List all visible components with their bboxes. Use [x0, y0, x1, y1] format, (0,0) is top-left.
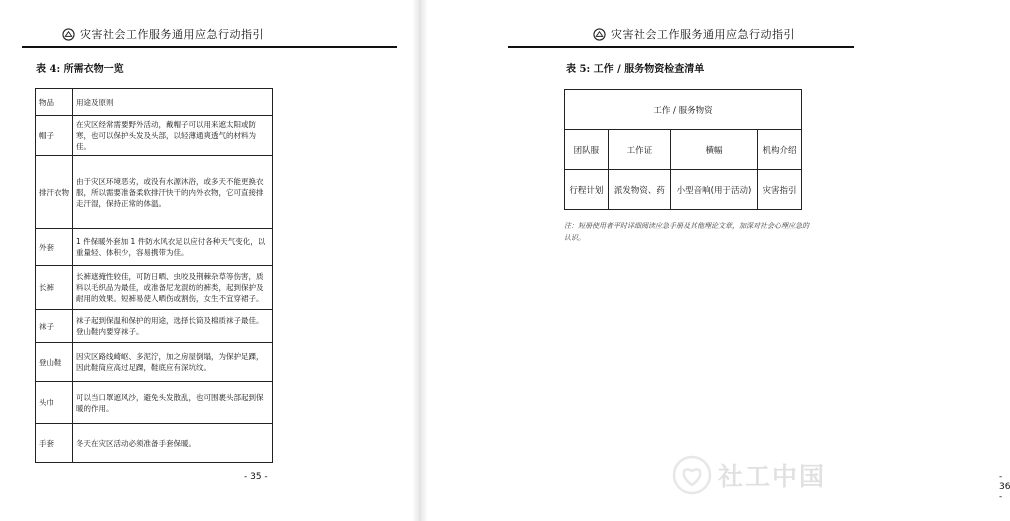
right-page: [428, 0, 1010, 521]
table-row: [565, 130, 802, 170]
clothing-table: [35, 88, 273, 463]
table-row: [36, 343, 273, 382]
item-cell: 登山鞋: [36, 343, 73, 382]
table-row: [36, 229, 273, 266]
emblem-icon: [593, 28, 606, 41]
book-gutter: [412, 0, 428, 521]
table-cell: 小型音响(用于活动): [670, 170, 757, 210]
item-cell: 帽子: [36, 116, 73, 156]
item-cell: 长裤: [36, 266, 73, 310]
description-cell: 可以当口罩遮风沙，避免头发散乱，也可围裹头部起到保暖的作用。: [73, 382, 273, 424]
description-cell: 在灾区经常需要野外活动，戴帽子可以用来遮太阳或防寒，也可以保护头发及头部，以轻薄通爽透气的材料为佳。: [73, 116, 273, 156]
table-row: [36, 424, 273, 463]
item-cell: 袜子: [36, 310, 73, 343]
header-cell: 用途及原则: [73, 89, 273, 116]
watermark: [672, 455, 826, 495]
header-title: 灾害社会工作服务通用应急行动指引: [80, 28, 264, 41]
table-row: [565, 170, 802, 210]
description-cell: 长裤遮掩性较佳，可防日晒、虫咬及荆棘杂草等伤害，质料以毛织品为最佳，或准备尼龙混纺的裤类，起到保护及耐用的效果。短裤易使人晒伤或割伤，女生不宜穿裙子。: [73, 266, 273, 310]
table-row: [36, 266, 273, 310]
table-cell: 行程计划: [565, 170, 609, 210]
table-title-cell: 工作 / 服务物资: [565, 90, 802, 130]
header-rule: [508, 46, 854, 48]
description-cell: 冬天在灾区活动必须准备手套保暖。: [73, 424, 273, 463]
table-row: [36, 156, 273, 229]
item-cell: 排汗衣物: [36, 156, 73, 229]
table-row: [36, 116, 273, 156]
description-cell: 袜子起到保温和保护的用途，选择长筒及棉质袜子最佳。登山鞋内要穿袜子。: [73, 310, 273, 343]
table-caption: 表 5: 工作 / 服务物资检查清单: [566, 64, 705, 75]
page-number: - 35 -: [244, 472, 268, 482]
running-header: [62, 24, 264, 44]
description-cell: 因灾区路线崎岖、多泥泞，加之房屋倒塌，为保护足踝，因此鞋筒应高过足踝，鞋底应有深坑纹。: [73, 343, 273, 382]
table-caption: 表 4: 所需衣物一览: [36, 64, 124, 75]
table-cell: 团队服: [565, 130, 609, 170]
header-title: 灾害社会工作服务通用应急行动指引: [611, 28, 795, 41]
watermark-logo-icon: [672, 455, 712, 495]
item-cell: 外套: [36, 229, 73, 266]
header-cell: 物品: [36, 89, 73, 116]
item-cell: 手套: [36, 424, 73, 463]
supplies-table: [564, 89, 802, 210]
watermark-text: 社工中国: [718, 462, 827, 491]
table-cell: 机构介绍: [758, 130, 802, 170]
left-page: [0, 0, 412, 521]
item-cell: 头巾: [36, 382, 73, 424]
table-cell: 派发物资、药: [608, 170, 670, 210]
table-row: [36, 310, 273, 343]
table-row: [36, 382, 273, 424]
header-rule: [22, 46, 397, 48]
footnote: 注：短册使用者平时详细阅读应急手册及其他理论文章，加深对社会心理应急的认识。: [564, 222, 809, 242]
table-title-row: [565, 90, 802, 130]
description-cell: 1 件保暖外套加 1 件防水风衣足以应付各种天气变化，以重量轻、体积少，容易携带为佳。: [73, 229, 273, 266]
description-cell: 由于灾区环境恶劣，或没有水源沐浴，或多天不能更换衣服，所以需要准备柔软排汗快干的内外衣物，它可直接排走汗湿，保持正常的体温。: [73, 156, 273, 229]
emblem-icon: [62, 28, 75, 41]
page-number: - 36 -: [999, 472, 1010, 502]
table-cell: 工作证: [608, 130, 670, 170]
table-header-row: [36, 89, 273, 116]
running-header: [593, 24, 795, 44]
table-cell: 横幅: [670, 130, 757, 170]
table-cell: 灾害指引: [758, 170, 802, 210]
